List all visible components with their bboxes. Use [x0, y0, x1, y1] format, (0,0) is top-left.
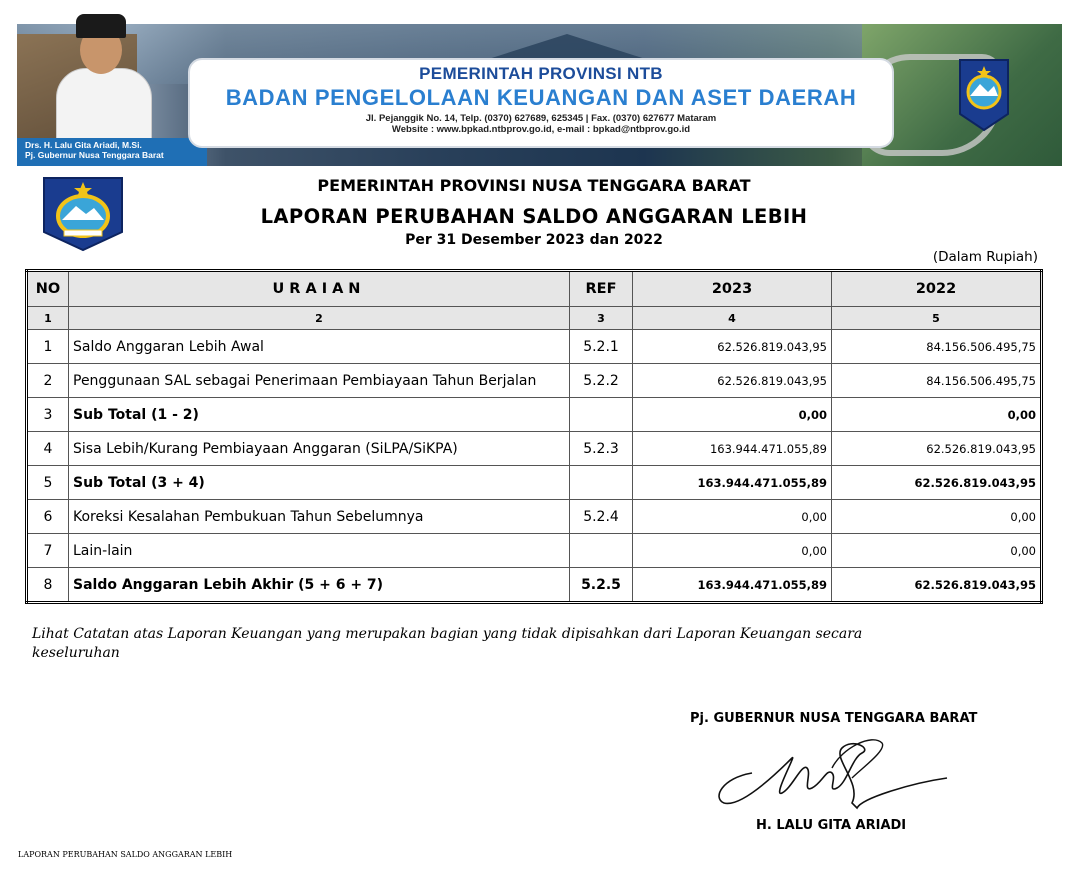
row-ref: 5.2.1: [570, 330, 633, 364]
subtotal-row: [27, 466, 1042, 500]
row-value-2022: 62.526.819.043,95: [832, 432, 1042, 466]
table-row: [27, 500, 1042, 534]
row-no: 6: [27, 500, 69, 534]
row-ref: 5.2.3: [570, 432, 633, 466]
row-ref: 5.2.5: [570, 568, 633, 603]
index-cell: 2: [69, 307, 570, 330]
ntb-emblem-small-icon: [958, 58, 1010, 132]
index-cell: 5: [832, 307, 1042, 330]
row-uraian: Penggunaan SAL sebagai Penerimaan Pembiayaan Tahun Berjalan: [69, 364, 570, 398]
row-no: 5: [27, 466, 69, 500]
subtotal-row: [27, 398, 1042, 432]
row-uraian: Saldo Anggaran Lebih Akhir (5 + 6 + 7): [69, 568, 570, 603]
row-ref: [570, 534, 633, 568]
row-value-2022: 0,00: [832, 500, 1042, 534]
row-uraian: Sub Total (3 + 4): [69, 466, 570, 500]
row-uraian: Lain-lain: [69, 534, 570, 568]
row-value-2023: 0,00: [633, 534, 832, 568]
header-2023: 2023: [633, 271, 832, 307]
table-row: [27, 330, 1042, 364]
table-row: [27, 364, 1042, 398]
report-note: Lihat Catatan atas Laporan Keuangan yang merupakan bagian yang tidak dipisahkan dari Laporan Keuangan secara keseluruhan: [32, 626, 863, 661]
row-value-2022: 62.526.819.043,95: [832, 568, 1042, 603]
report-title: LAPORAN PERUBAHAN SALDO ANGGARAN LEBIH: [260, 205, 808, 228]
signature-image: [712, 728, 957, 818]
row-no: 1: [27, 330, 69, 364]
banner-address: Jl. Pejanggik No. 14, Telp. (0370) 627689, 625345 | Fax. (0370) 627677 Mataram: [365, 113, 717, 124]
sal-report-table: [25, 269, 1043, 604]
row-value-2023: 163.944.471.055,89: [633, 432, 832, 466]
table-header-row: [27, 271, 1042, 307]
signatory-title: Pj. GUBERNUR NUSA TENGGARA BARAT: [690, 711, 978, 726]
row-value-2023: 0,00: [633, 500, 832, 534]
table-index-row: [27, 307, 1042, 330]
header-no: NO: [27, 271, 69, 307]
row-value-2023: 0,00: [633, 398, 832, 432]
row-value-2023: 62.526.819.043,95: [633, 330, 832, 364]
row-ref: [570, 466, 633, 500]
row-value-2023: 163.944.471.055,89: [633, 466, 832, 500]
caption-name: Drs. H. Lalu Gita Ariadi, M.Si.: [25, 140, 142, 150]
row-no: 3: [27, 398, 69, 432]
row-no: 4: [27, 432, 69, 466]
row-uraian: Sisa Lebih/Kurang Pembiayaan Anggaran (SiLPA/SiKPA): [69, 432, 570, 466]
caption-position: Pj. Gubernur Nusa Tenggara Barat: [25, 150, 164, 160]
government-name: PEMERINTAH PROVINSI NUSA TENGGARA BARAT: [317, 176, 751, 195]
governor-photo: [48, 8, 158, 138]
currency-unit: (Dalam Rupiah): [932, 249, 1038, 265]
row-ref: [570, 398, 633, 432]
header-2022: 2022: [832, 271, 1042, 307]
row-no: 7: [27, 534, 69, 568]
index-cell: 3: [570, 307, 633, 330]
row-value-2022: 0,00: [832, 534, 1042, 568]
row-no: 8: [27, 568, 69, 603]
total-row: [27, 568, 1042, 603]
row-ref: 5.2.4: [570, 500, 633, 534]
header-uraian: URAIAN: [69, 271, 570, 307]
row-uraian: Saldo Anggaran Lebih Awal: [69, 330, 570, 364]
row-value-2022: 84.156.506.495,75: [832, 330, 1042, 364]
banner-title-box: [188, 58, 894, 148]
table-row: [27, 534, 1042, 568]
index-cell: 1: [27, 307, 69, 330]
row-uraian: Sub Total (1 - 2): [69, 398, 570, 432]
table-row: [27, 432, 1042, 466]
row-value-2022: 62.526.819.043,95: [832, 466, 1042, 500]
row-uraian: Koreksi Kesalahan Pembukuan Tahun Sebelumnya: [69, 500, 570, 534]
row-value-2023: 163.944.471.055,89: [633, 568, 832, 603]
row-value-2022: 0,00: [832, 398, 1042, 432]
row-value-2023: 62.526.819.043,95: [633, 364, 832, 398]
signatory-name: H. LALU GITA ARIADI: [756, 818, 907, 833]
page-footer: LAPORAN PERUBAHAN SALDO ANGGARAN LEBIH: [18, 850, 233, 859]
banner-org-line1: PEMERINTAH PROVINSI NTB: [419, 64, 663, 83]
photo-caption: [17, 138, 207, 166]
report-period: Per 31 Desember 2023 dan 2022: [405, 232, 663, 248]
header-ref: REF: [570, 271, 633, 307]
row-ref: 5.2.2: [570, 364, 633, 398]
row-value-2022: 84.156.506.495,75: [832, 364, 1042, 398]
row-no: 2: [27, 364, 69, 398]
banner-contact: Website : www.bpkad.ntbprov.go.id, e-mail : bpkad@ntbprov.go.id: [391, 124, 691, 135]
banner-org-line2: BADAN PENGELOLAAN KEUANGAN DAN ASET DAERAH: [225, 85, 857, 110]
index-cell: 4: [633, 307, 832, 330]
